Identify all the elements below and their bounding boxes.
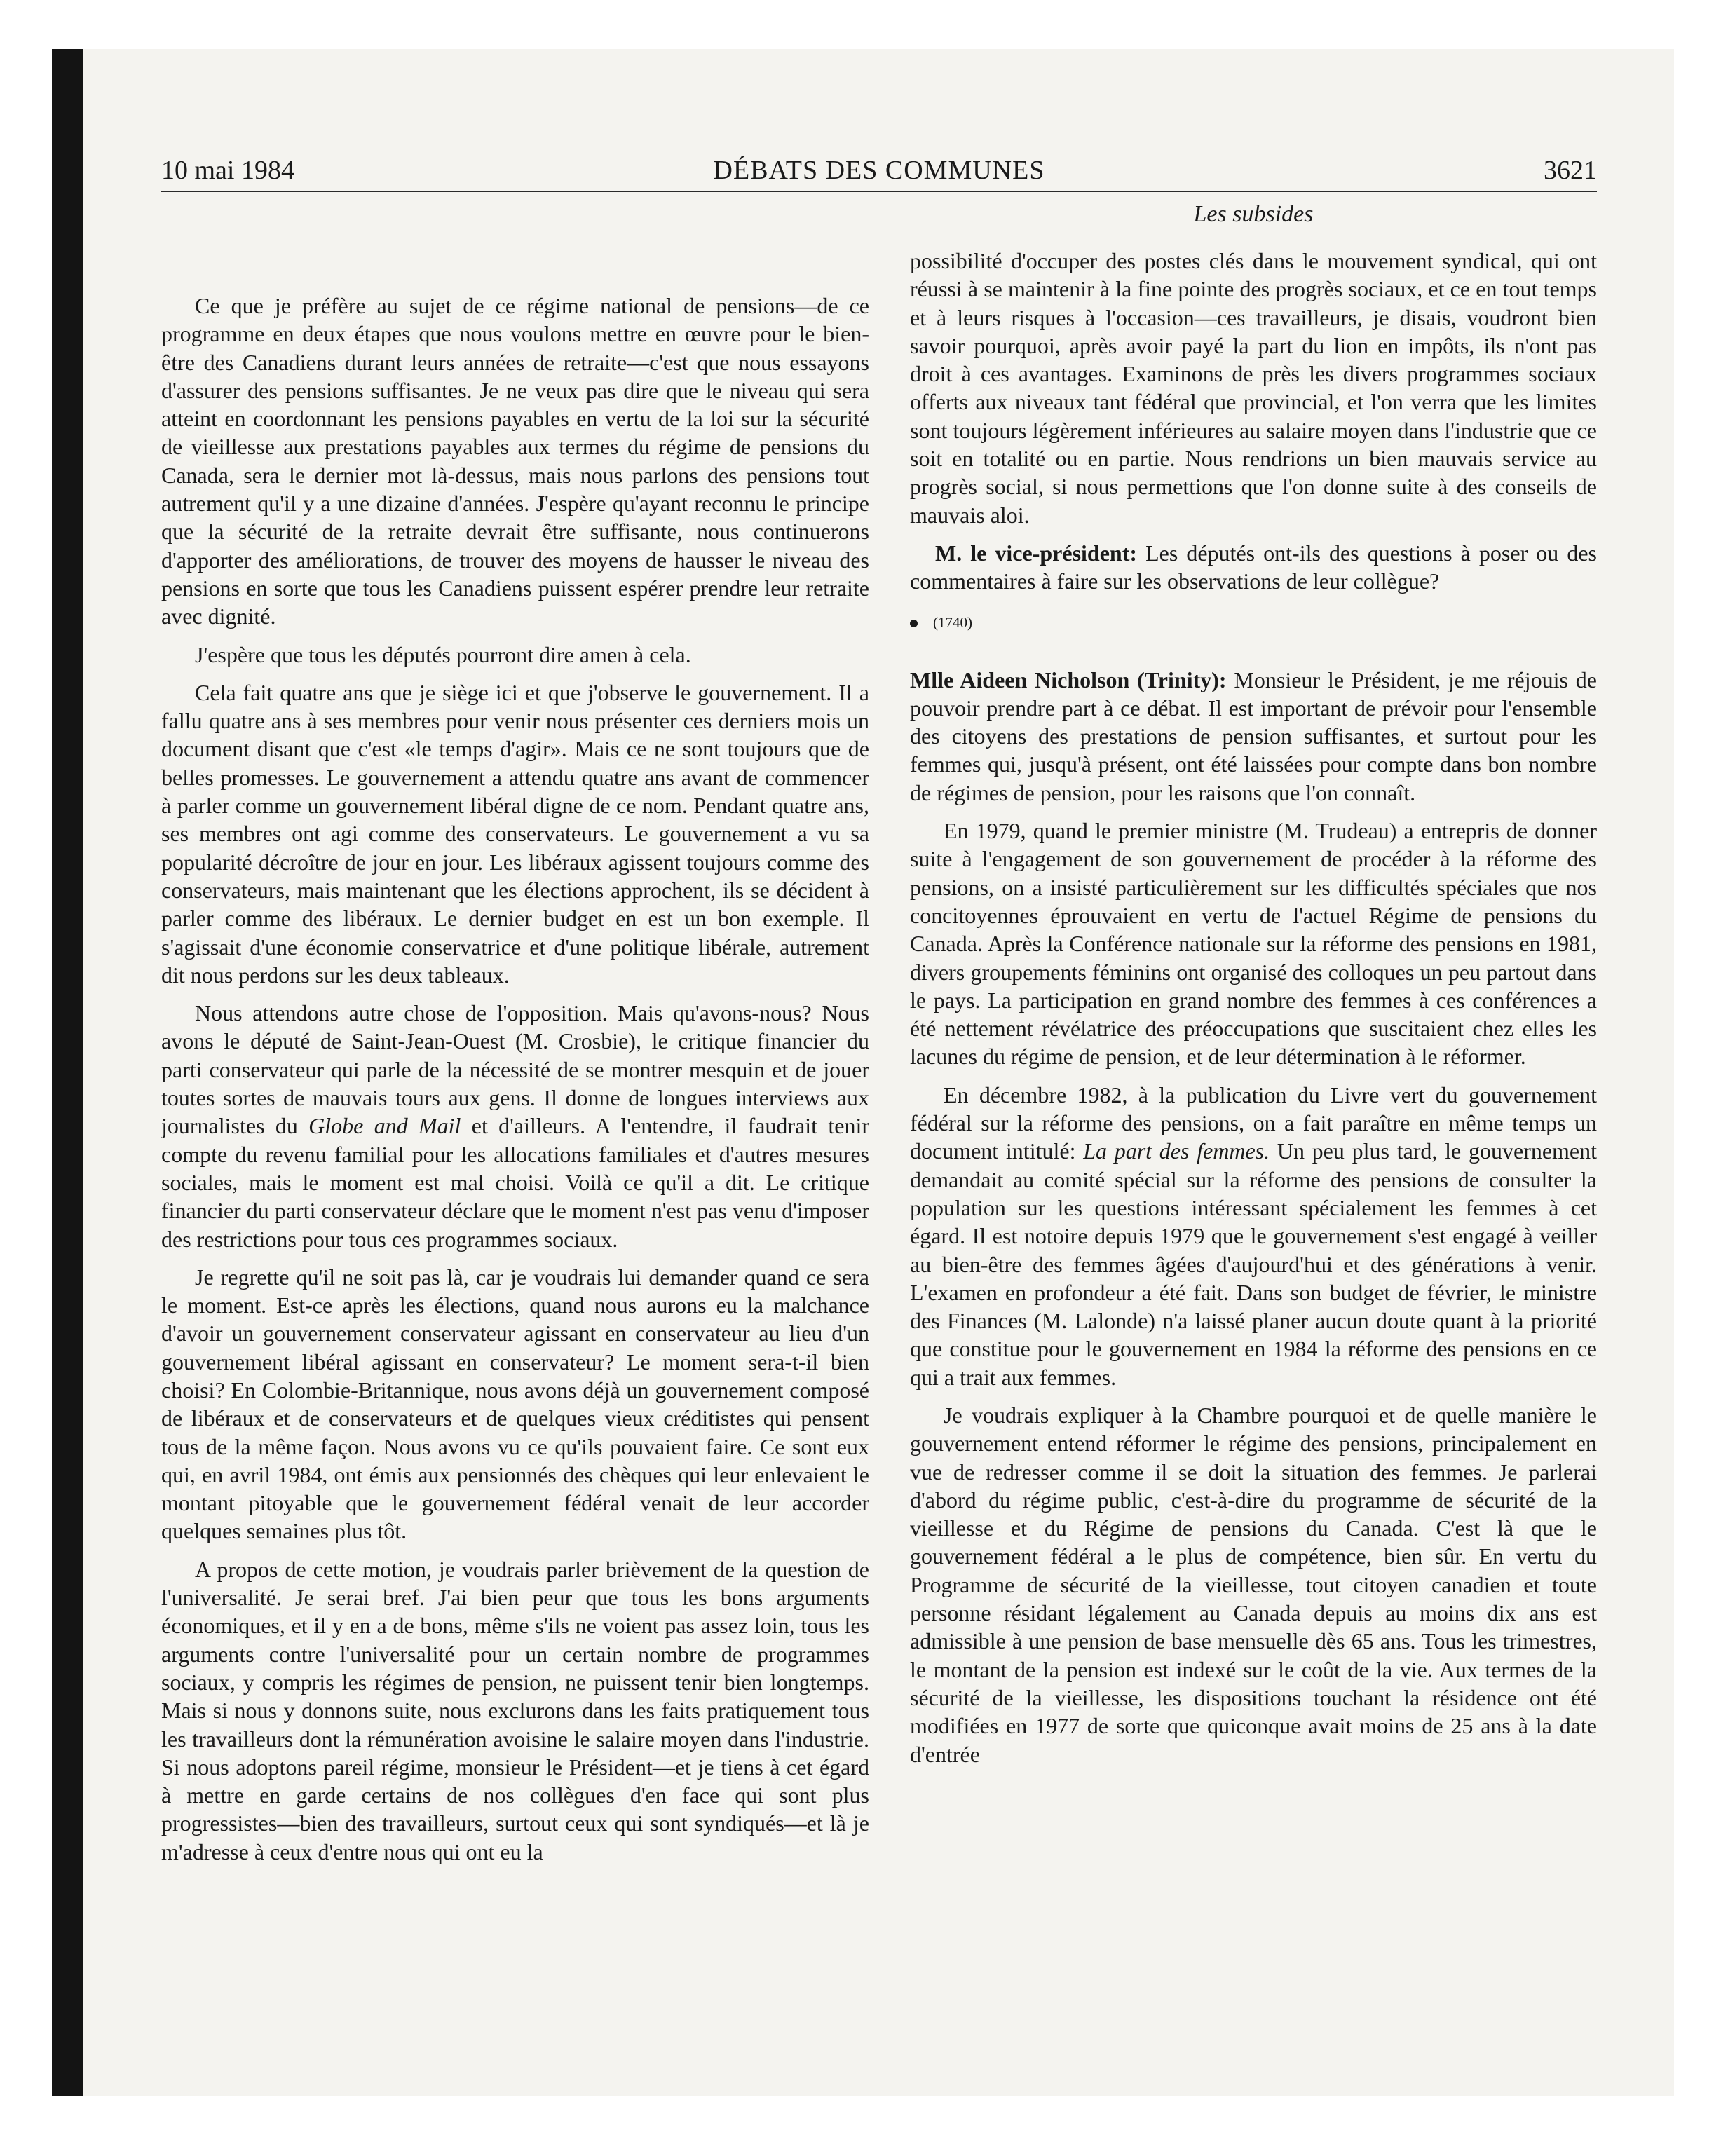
- header-title: DÉBATS DES COMMUNES: [713, 156, 1045, 185]
- paragraph: En 1979, quand le premier ministre (M. Trudeau) a entrepris de donner suite à l'engagement de son gouvernement de procéder à la réforme des pensions, on a insisté particulièrement sur les difficultés spéciales que nos concitoyennes éprouvaient en vertu de l'actuel Régime de pensions du Canada. Après la Conférence nationale sur la réforme des pensions en 1981, divers groupements féminins ont organisé des colloques un peu partout dans le pays. La participation en grand nombre des femmes à ces conférences a été nettement révélatrice des préoccupations que suscitaient chez elles les lacunes du régime de pension, et de leur détermination à le réformer.: [910, 818, 1597, 1070]
- section-title: Les subsides: [1193, 201, 1314, 227]
- scan-edge-bar: [52, 49, 83, 2096]
- document-title: La part des femmes.: [1083, 1138, 1270, 1164]
- paragraph: Je regrette qu'il ne soit pas là, car je voudrais lui demander quand ce sera le moment. Est-ce après les élections, quand nous aurons eu la malchance d'avoir un gouvernement conservateur agissant en conservateur au lieu d'un gouvernement libéral agissant en conservateur? Le moment sera-t-il bien choisi? En Colombie-Britannique, nous avons déjà un gouvernement composé de libéraux et de conservateurs et de quelques vieux créditistes qui pensent tous de la même façon. Nous avons vu ce qu'ils pouvaient faire. Ce sont eux qui, en avril 1984, ont émis aux pensionnés des chèques qui leur enlevaient le montant pitoyable que le gouvernement fédéral venait de leur accorder quelques semaines plus tôt.: [161, 1264, 869, 1544]
- text-run: En décembre 1982, à la publication du Livre vert du gouvernement fédéral sur la réforme des pensions, on a fait paraître en même temps un document intitulé:: [910, 1082, 1597, 1164]
- paragraph: possibilité d'occuper des postes clés dans le mouvement syndical, qui ont réussi à se maintenir à la fine pointe des progrès sociaux, et ce en tout temps et à leurs risques à l'occasion—ces travailleurs, je disais, voudront bien savoir pourquoi, après avoir payé la part du lion en impôts, ils n'ont pas droit à ces avantages. Examinons de près les divers programmes sociaux offerts aux niveaux tant fédéral que provincial, et l'on verra que les limites sont toujours légèrement inférieures au salaire moyen dans l'industrie que ce soit en totalité ou en partie. Nous rendrions un bien mauvais service au progrès social, si nous permettions que l'on donne suite à des conseils de mauvais aloi.: [910, 248, 1597, 528]
- page-content: [161, 154, 1597, 2047]
- page-header: [161, 154, 1597, 192]
- timestamp-text: (1740): [933, 613, 972, 631]
- right-column: [910, 196, 1597, 1778]
- text-run: et d'ailleurs. A l'entendre, il faudrait tenir compte du revenu familial pour les allocations familiales et d'autres mesures sociales, mais le moment est mal choisi. Voilà ce qu'il a dit. Le critique financier du parti conservateur déclare que le moment n'est pas venu d'imposer des restrictions pour tous ces programmes sociaux.: [161, 1113, 870, 1252]
- text-run: Les députés ont-ils des questions à poser ou des commentaires à faire sur les observations de leur collègue?: [910, 540, 1598, 594]
- left-column: [161, 292, 869, 1876]
- paragraph: [910, 1081, 1597, 1391]
- text-run: Nous attendons autre chose de l'opposition. Mais qu'avons-nous? Nous avons le député de Saint-Jean-Ouest (M. Crosbie), le critique financier du parti conservateur qui parle de la nécessité de se montrer mesquin et de jouer toutes sortes de mauvais tours aux gens. Il donne de longues interviews aux journalistes du: [161, 1000, 869, 1139]
- speaker-name: M. le vice-président:: [935, 540, 1138, 566]
- text-run: Monsieur le Président, je me réjouis de pouvoir prendre part à ce débat. Il est important de prévoir pour l'ensemble des citoyens des prestations de pension suffisantes, et surtout pour les femmes qui, jusqu'à présent, ont été laissées pour compte dans bon nombre de régimes de pension, pour les raisons que l'on connaît.: [910, 667, 1598, 805]
- paragraph: Je voudrais expliquer à la Chambre pourquoi et de quelle manière le gouvernement entend réformer le régime des pensions, principalement en vue de redresser comme il se doit la situation des femmes. Je parlerai d'abord du régime public, c'est-à-dire du programme de sécurité de la vieillesse et du Régime de pensions du Canada. C'est là que le gouvernement fédéral a le plus de compétence, bien sûr. En vertu du Programme de sécurité de la vieillesse, tout citoyen canadien et toute personne résidant légalement au Canada depuis au moins dix ans est admissible à une pension de base mensuelle dès 65 ans. Tous les trimestres, le montant de la pension est indexé sur le coût de la vie. Aux termes de la sécurité de la vieillesse, les dispositions touchant la résidence ont été modifiées en 1977 de sorte que quiconque avait moins de 25 ans à la date d'entrée: [910, 1402, 1597, 1767]
- bullet-icon: [910, 620, 918, 627]
- document-page: [83, 49, 1674, 2096]
- publication-title: Globe and Mail: [308, 1113, 461, 1139]
- quoted-passage: Ce que je préfère au sujet de ce régime national de pensions—de ce programme en deux étapes que nous voulons mettre en œuvre pour le bien-être des Canadiens durant leurs années de retraite—c'est que nous essayons d'assurer des pensions suffisantes. Je ne veux pas dire que le niveau qui sera atteint en coordonnant les pensions payables en vertu de la loi sur la sécurité de vieillesse aux prestations payables aux termes du régime de pensions du Canada, sera le dernier mot là-dessus, mais nous parlons des pensions tout autrement qu'il y a une dizaine d'années. J'espère qu'ayant reconnu le principe que la sécurité de la retraite devrait être suffisante, nous continuerons d'apporter des améliorations, de trouver des moyens de hausser le niveau des pensions en sorte que tous les Canadiens puissent espérer prendre leur retraite avec dignité.: [161, 293, 869, 629]
- header-date: 10 mai 1984: [161, 156, 294, 185]
- paragraph: Cela fait quatre ans que je siège ici et que j'observe le gouvernement. Il a fallu quatre ans à ses membres pour venir nous présenter ces derniers mois un document disant que c'est «le temps d'agir». Mais ce ne sont toujours que de belles promesses. Le gouvernement a attendu quatre ans avant de commencer à parler comme un gouvernement libéral digne de ce nom. Pendant quatre ans, ses membres ont agi comme des conservateurs. Le gouvernement a vu sa popularité décroître de jour en jour. Les libéraux agissent toujours comme des conservateurs, mais maintenant que les élections approchent, ils se décident à parler comme des libéraux. Le dernier budget en est un bon exemple. Il s'agissait d'une économie conservatrice et d'une politique libérale, autrement dit nous perdons sur les deux tableaux.: [161, 679, 869, 988]
- header-page-number: 3621: [1544, 156, 1597, 185]
- text-run: Un peu plus tard, le gouvernement demandait au comité spécial sur la réforme des pensions de consulter la population sur les questions intéressant spécialement les femmes à cet égard. Il est notoire depuis 1979 que le gouvernement s'est engagé à veiller au bien-être des femmes âgées d'aujourd'hui et des générations à venir. L'examen en profondeur a été fait. Dans son budget de février, le ministre des Finances (M. Lalonde) n'a laissé planer aucun doute quant à la priorité que constitue pour le gouvernement en 1984 la réforme des pensions en ce qui a trait aux femmes.: [910, 1138, 1598, 1390]
- paragraph: A propos de cette motion, je voudrais parler brièvement de la question de l'universalité. Je serai bref. J'ai bien peur que tous les bons arguments économiques, et il y en a de bons, même s'ils ne voient pas assez loin, tous les arguments contre l'universalité pour un certain nombre de programmes sociaux, y compris les régimes de pension, ne puissent tenir bien longtemps. Mais si nous y donnons suite, nous exclurons dans les faits pratiquement tous les travailleurs dont la rémunération avoisine le salaire moyen dans l'industrie. Si nous adoptons pareil régime, monsieur le Président—et je tiens à cet égard à mettre en garde certains de nos collègues d'en face qui sont plus progressistes—bien des travailleurs, surtout ceux qui sont syndiqués—et là je m'adresse à ceux d'entre nous qui ont eu la: [161, 1556, 869, 1864]
- paragraph: J'espère que tous les députés pourront dire amen à cela.: [195, 641, 691, 667]
- speaker-paragraph: [910, 666, 1597, 807]
- speaker-name: Mlle Aideen Nicholson (Trinity):: [910, 667, 1227, 692]
- speaker-paragraph: [910, 539, 1597, 596]
- timestamp: [910, 608, 1597, 636]
- paragraph: [161, 999, 869, 1253]
